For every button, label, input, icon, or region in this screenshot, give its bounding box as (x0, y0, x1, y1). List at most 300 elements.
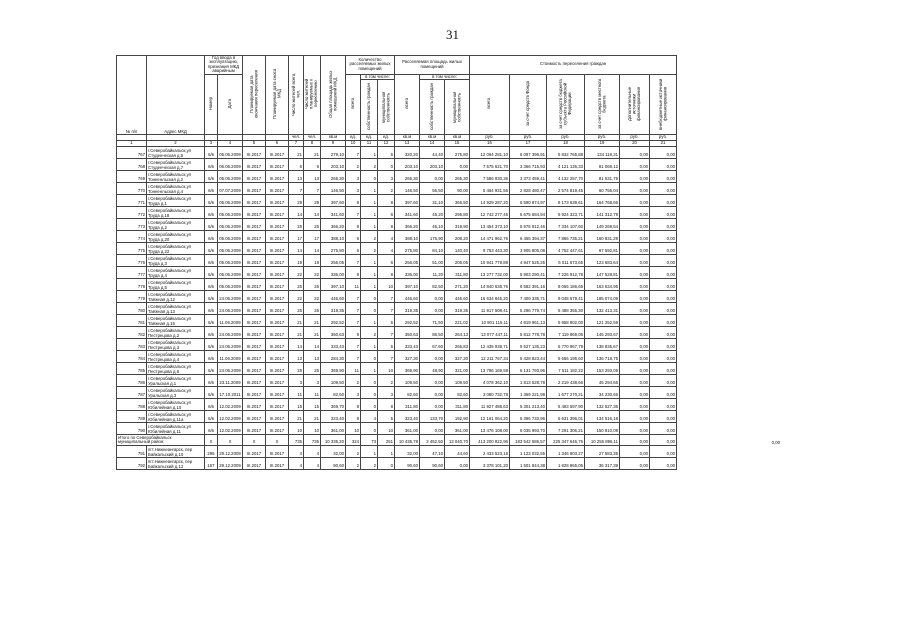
unit-cell: кв.м (445, 135, 470, 141)
table-cell: 2 (361, 458, 378, 470)
address-cell: г.Северобайкальск,ул Юбилейная д.10 (147, 399, 205, 411)
table-cell: 11 917 508,41 (470, 303, 510, 315)
column-index-cell: 7 (289, 141, 304, 147)
table-cell: 6 (378, 147, 395, 159)
address-cell: г.Северобайкальск,ул Труда д.1 (147, 195, 205, 207)
subtotal-cell: X (218, 435, 243, 446)
table-cell: 0,00 (620, 351, 650, 363)
table-cell: 3 080 732,78 (470, 387, 510, 399)
table-cell: 12 211 767,34 (470, 351, 510, 363)
table-cell: 29 (304, 195, 321, 207)
address-cell: г.Северобайкальск,ул Труда д.2 (147, 219, 205, 231)
table-cell: III.2017 (243, 387, 266, 399)
table-cell: 7 (304, 183, 321, 195)
unit-cell: руб. (470, 135, 510, 141)
table-cell: 7 291 306,21 (547, 423, 585, 435)
table-cell: 0,00 (650, 399, 677, 411)
table-cell: 1 677 270,21 (547, 387, 585, 399)
table-cell: 24.06.2009 (218, 303, 243, 315)
table-cell: III.2017 (243, 171, 266, 183)
subtotal-cell: X (205, 435, 218, 446)
table-cell: 10 (346, 423, 361, 435)
table-cell: 366,20 (395, 219, 420, 231)
address-cell: г.Северобайкальск,ул Студенческая д.5 (147, 147, 205, 159)
address-cell: г.Северобайкальск,ул Труда д.22 (147, 243, 205, 255)
table-cell: 1 (361, 446, 378, 458)
table-cell: 7 226 912,78 (547, 267, 585, 279)
table-cell: 109,50 (321, 375, 346, 387)
table-cell: 3 (289, 375, 304, 387)
table-row (117, 243, 782, 255)
table-cell: 0,00 (620, 423, 650, 435)
table-cell: 6/в (205, 303, 218, 315)
table-cell: 84,10 (420, 243, 445, 255)
resettlement-registry-table (116, 55, 782, 470)
table-cell: 203,10 (321, 159, 346, 171)
column-index-cell: 9 (321, 141, 346, 147)
table-cell: 0 (361, 351, 378, 363)
table-cell: 13 (304, 171, 321, 183)
table-cell: 9 (346, 267, 361, 279)
table-cell: 767 (117, 147, 147, 159)
table-row (117, 315, 782, 327)
table-cell: 7 (346, 291, 361, 303)
table-row (117, 375, 782, 387)
table-cell: 6 (289, 159, 304, 171)
table-cell: III.2017 (266, 195, 289, 207)
subtotal-cell: 183 542 586,57 (510, 435, 547, 446)
table-cell: 31,10 (420, 195, 445, 207)
table-cell: 0 (361, 303, 378, 315)
table-cell: 5 (378, 411, 395, 423)
table-cell: 350,63 (321, 327, 346, 339)
table-cell: 6 493 597,90 (547, 399, 585, 411)
table-cell: 0 (361, 375, 378, 387)
table-cell: 14 (304, 339, 321, 351)
table-cell: 29 (289, 195, 304, 207)
subtotal-label: Итого по Северобайкальск муниципальный район: (117, 435, 205, 446)
table-cell: 16 634 846,20 (470, 291, 510, 303)
unit-cell: чел. (289, 135, 304, 141)
table-row (117, 303, 782, 315)
table-cell: 6/в (205, 363, 218, 375)
table-cell: 05.06.2009 (218, 255, 243, 267)
unit-cell: ед. (361, 135, 378, 141)
table-cell: 0,00 (620, 375, 650, 387)
table-cell: 0,00 (620, 315, 650, 327)
table-cell: 2 (346, 458, 361, 470)
table-cell: 9 048 679,41 (547, 291, 585, 303)
table-cell: 8 065 186,65 (547, 279, 585, 291)
unit-cell: ед. (378, 135, 395, 141)
table-cell: 6/в (205, 195, 218, 207)
table-cell: 82,60 (445, 387, 470, 399)
table-cell: 3 905 805,08 (510, 243, 547, 255)
table-cell: 9 (346, 411, 361, 423)
table-cell: 336,00 (395, 267, 420, 279)
table-cell: 788 (117, 399, 147, 411)
table-cell: 2 (361, 231, 378, 243)
table-cell: 138 835,67 (585, 339, 620, 351)
table-cell: 341,60 (321, 207, 346, 219)
table-cell: 333,43 (395, 339, 420, 351)
table-cell: 208,20 (445, 231, 470, 243)
header-rooms-total: всего (346, 74, 361, 135)
address-cell: г.Северобайкальск,ул Труда д.18 (147, 207, 205, 219)
table-cell: 6 035 993,70 (510, 423, 547, 435)
table-cell: III.2017 (266, 375, 289, 387)
table-cell: III.2017 (266, 147, 289, 159)
table-cell: 192,90 (445, 411, 470, 423)
table-cell: 25 (304, 279, 321, 291)
table-cell: 13 277 732,00 (470, 267, 510, 279)
table-cell: III.2017 (266, 183, 289, 195)
table-row (117, 423, 782, 435)
table-cell: 6 (378, 315, 395, 327)
table-cell: 0,00 (650, 303, 677, 315)
table-cell: 19 (304, 255, 321, 267)
table-cell: 6 (346, 243, 361, 255)
table-cell: 0,00 (620, 327, 650, 339)
column-index-cell: 19 (585, 141, 620, 147)
subtotal-cell: 10 435,78 (395, 435, 420, 446)
table-cell: III.2017 (243, 231, 266, 243)
table-cell: 0,00 (445, 458, 470, 470)
header-total-area: Общая площадь жилых помещений МКД (321, 56, 346, 135)
table-cell: 4 (361, 411, 378, 423)
header-row-2 (117, 74, 782, 80)
table-cell: 6/в (205, 267, 218, 279)
table-cell: 07.07.2009 (218, 183, 243, 195)
header-cost-extra: Дополнительные источники финансирования (620, 74, 650, 135)
table-cell: III.2017 (243, 255, 266, 267)
table-cell: 17.10.2011 (218, 387, 243, 399)
table-cell: 4 819 961,13 (510, 315, 547, 327)
table-cell: 24.06.2009 (218, 291, 243, 303)
subtotal-cell: 2 452,50 (420, 435, 445, 446)
header-area-private: собственность граждан (420, 80, 445, 135)
table-cell: 47,10 (420, 446, 445, 458)
table-cell: 0,00 (620, 183, 650, 195)
table-cell: 0,00 (650, 411, 677, 423)
table-cell: 388,10 (321, 231, 346, 243)
table-cell: 8 (378, 399, 395, 411)
table-cell: III.2017 (266, 458, 289, 470)
table-cell: 772 (117, 207, 147, 219)
table-cell: 770 (117, 183, 147, 195)
table-cell: 12 435 938,71 (470, 339, 510, 351)
table-cell: 0 (361, 423, 378, 435)
table-cell: 0 (361, 171, 378, 183)
unit-cell: кв.м (420, 135, 445, 141)
table-cell: 369,70 (321, 399, 346, 411)
table-cell: 3 (378, 387, 395, 399)
table-cell: 21 (304, 147, 321, 159)
table-cell: III.2017 (266, 279, 289, 291)
table-cell: 6/в (205, 219, 218, 231)
table-cell: 2 (361, 327, 378, 339)
header-rooms-group: Количество расселяемых жилых помещений (346, 56, 395, 75)
table-cell: 13 796 169,58 (470, 363, 510, 375)
table-cell: 5 832 765,88 (547, 147, 585, 159)
table-cell: 140,40 (445, 243, 470, 255)
table-cell: 24.06.2009 (218, 363, 243, 375)
table-cell: 0,00 (650, 423, 677, 435)
table-cell: 311,80 (445, 267, 470, 279)
table-cell: 45 294,66 (585, 375, 620, 387)
table-cell: III.2017 (266, 446, 289, 458)
table-cell: 185 074,09 (585, 291, 620, 303)
table-cell: 0,00 (420, 291, 445, 303)
table-cell: 336,00 (321, 267, 346, 279)
table-cell: 6 (378, 255, 395, 267)
table-cell: 203,10 (395, 159, 420, 171)
table-cell: 21 (289, 411, 304, 423)
table-cell: 341,60 (395, 207, 420, 219)
table-row (117, 446, 782, 458)
table-cell: 7 (378, 351, 395, 363)
table-cell: III.2017 (266, 363, 289, 375)
table-row (117, 399, 782, 411)
address-cell: г.Северобайкальск,ул Пестрецова д.6 (147, 363, 205, 375)
table-cell: 2 (361, 159, 378, 171)
column-index-cell: 2 (147, 141, 205, 147)
table-cell: 7 (346, 303, 361, 315)
table-cell: 279,10 (321, 147, 346, 159)
table-cell: 81 069,12 (585, 159, 620, 171)
table-cell: III.2017 (266, 207, 289, 219)
table-cell: 786 (117, 375, 147, 387)
table-cell: 71,50 (420, 315, 445, 327)
table-cell: 2 828 480,47 (510, 183, 547, 195)
table-cell: III.2017 (243, 363, 266, 375)
table-cell: 0 (378, 458, 395, 470)
table-cell: 295,80 (445, 207, 470, 219)
table-cell: 0,00 (620, 458, 650, 470)
unit-cell: руб. (620, 135, 650, 141)
subtotal-cell: 0,00 (620, 435, 650, 446)
table-cell: 6 455 394,37 (510, 231, 547, 243)
subtotal-cell: 413 200 822,96 (470, 435, 510, 446)
table-cell: 21 (289, 315, 304, 327)
page-number: 31 (446, 27, 459, 42)
table-cell: 136 718,75 (585, 351, 620, 363)
column-index-cell: 14 (420, 141, 445, 147)
table-cell: 8 (378, 267, 395, 279)
table-cell: 05.06.2009 (218, 195, 243, 207)
table-cell: 7 (378, 327, 395, 339)
column-index-cell: 16 (470, 141, 510, 147)
table-cell: 10 (304, 423, 321, 435)
table-cell: 0,00 (650, 255, 677, 267)
table-cell: 3 373 459,41 (510, 171, 547, 183)
table-cell: 19 (289, 255, 304, 267)
table-cell: 0,00 (620, 267, 650, 279)
table-cell: 82,60 (321, 387, 346, 399)
table-cell: 32,00 (321, 446, 346, 458)
column-index-cell: 1 (117, 141, 147, 147)
table-cell: III.2017 (243, 423, 266, 435)
table-cell: 17 (289, 231, 304, 243)
table-cell: 17 (304, 231, 321, 243)
table-cell: 6/в (205, 411, 218, 423)
table-cell: III.2017 (243, 159, 266, 171)
unit-cell: руб. (650, 135, 677, 141)
table-cell: 0,00 (650, 458, 677, 470)
table-cell: 7 575 621,70 (470, 159, 510, 171)
table-cell: 0,00 (620, 171, 650, 183)
table-cell: III.2017 (266, 327, 289, 339)
table-cell: 10 (378, 423, 395, 435)
table-cell: 265,83 (445, 339, 470, 351)
header-index: № п/п (117, 56, 147, 135)
table-cell: 164 768,66 (585, 195, 620, 207)
column-index-cell: 17 (510, 141, 547, 147)
table-cell: III.2017 (266, 243, 289, 255)
table-cell: 4 (304, 446, 321, 458)
table-cell: 05.06.2009 (218, 207, 243, 219)
subtotal-cell: 251 (378, 435, 395, 446)
table-cell: 0,00 (620, 243, 650, 255)
table-cell: 1 828 965,05 (547, 458, 585, 470)
table-cell: 90,60 (420, 458, 445, 470)
table-cell: 1 (378, 446, 395, 458)
table-cell: 6/в (205, 375, 218, 387)
table-cell: 7 409 335,71 (510, 291, 547, 303)
table-cell: 0,00 (620, 219, 650, 231)
table-cell: 24.06.2009 (218, 327, 243, 339)
table-cell: 2 (346, 159, 361, 171)
table-cell: 3 (304, 375, 321, 387)
unit-cell: руб. (510, 135, 547, 141)
table-cell: 446,60 (445, 291, 470, 303)
table-cell: 369,90 (321, 363, 346, 375)
subtotal-cell: 10 335,20 (321, 435, 346, 446)
table-cell: 146,50 (395, 183, 420, 195)
header-commissioning-number: Номер (205, 74, 218, 135)
table-cell: 1 (361, 315, 378, 327)
column-index-cell: 12 (378, 141, 395, 147)
table-cell: 779 (117, 291, 147, 303)
table-row (117, 339, 782, 351)
table-cell: 0,00 (650, 243, 677, 255)
table-cell: 319,35 (445, 303, 470, 315)
table-cell: 6 131 793,96 (510, 363, 547, 375)
table-cell: 0,00 (650, 207, 677, 219)
table-cell: 6 590 874,97 (510, 195, 547, 207)
table-cell: 1 (361, 339, 378, 351)
table-cell: 2 (378, 183, 395, 195)
table-cell: 05.06.2009 (218, 219, 243, 231)
table-cell: 265,30 (395, 171, 420, 183)
table-cell: 14 471 962,76 (470, 231, 510, 243)
table-cell: III.2017 (243, 303, 266, 315)
table-cell: 29.12.2009 (218, 446, 243, 458)
table-cell: 25 (289, 303, 304, 315)
table-cell: 0,00 (620, 291, 650, 303)
table-cell: 7 (346, 207, 361, 219)
table-cell: 327,30 (445, 351, 470, 363)
table-cell: 0,00 (650, 351, 677, 363)
table-cell: 0,00 (420, 423, 445, 435)
table-cell: 05.06.2009 (218, 147, 243, 159)
table-cell: 205,05 (445, 255, 470, 267)
table-cell: 778 (117, 279, 147, 291)
subtotal-extra-cell: 0,00 (771, 439, 780, 445)
table-cell: 0,00 (650, 375, 677, 387)
table-cell: 4 078 362,10 (470, 375, 510, 387)
table-cell: 21 (304, 411, 321, 423)
table-cell: 0,00 (620, 279, 650, 291)
table-cell: 7 (289, 183, 304, 195)
table-cell: 2 (346, 446, 361, 458)
subtotal-row (117, 435, 782, 446)
table-cell: 146,50 (321, 183, 346, 195)
subtotal-cell: 13 040,70 (445, 435, 470, 446)
column-index-cell: 20 (620, 141, 650, 147)
table-cell: 2 (346, 375, 361, 387)
table-cell: 5 296 779,74 (510, 303, 547, 315)
table-cell: 221,02 (445, 315, 470, 327)
table-cell: 0,00 (445, 159, 470, 171)
table-cell: III.2017 (243, 267, 266, 279)
table-cell: 783 (117, 339, 147, 351)
table-cell: 321,00 (445, 363, 470, 375)
table-cell: 05.06.2009 (218, 171, 243, 183)
table-row (117, 147, 782, 159)
table-cell: 163 634,95 (585, 279, 620, 291)
address-cell: г.Северобайкальск,ул Уральская д.1 (147, 375, 205, 387)
table-cell: III.2017 (243, 243, 266, 255)
table-cell: 7 (378, 303, 395, 315)
table-cell: 6 582 391,16 (510, 279, 547, 291)
table-cell: 3 (378, 171, 395, 183)
table-cell: 133,70 (420, 411, 445, 423)
table-cell: 14 929 287,20 (470, 195, 510, 207)
subtotal-cell: 735 (304, 435, 321, 446)
column-index-cell: 3 (205, 141, 218, 147)
table-cell: 0,00 (620, 363, 650, 375)
table-cell: 3 (346, 387, 361, 399)
table-row (117, 219, 782, 231)
table-body (117, 147, 782, 470)
table-cell: 06.06.2009 (218, 159, 243, 171)
table-cell: 0,00 (650, 159, 677, 171)
table-cell: III.2017 (243, 279, 266, 291)
table-cell: 0,00 (620, 231, 650, 243)
table-cell: 7 866 735,21 (547, 231, 585, 243)
table-cell: 25 (304, 219, 321, 231)
table-cell: 0 (361, 291, 378, 303)
address-cell: г.Северобайкальск,ул Тонненльская д.2 (147, 171, 205, 183)
table-cell: 13 (289, 351, 304, 363)
table-cell: 12.02.2009 (218, 399, 243, 411)
table-cell: 6 488 355,30 (547, 303, 585, 315)
table-cell: 271,20 (445, 279, 470, 291)
address-cell: г.Северобайкальск,ул Юбилейная д.11а (147, 411, 205, 423)
table-cell: 1 (361, 279, 378, 291)
table-cell: 157 (205, 458, 218, 470)
table-cell: 32,00 (395, 446, 420, 458)
table-row (117, 231, 782, 243)
header-cost-other: внебюджетные источники финансирования (650, 74, 677, 135)
table-cell: 15 (289, 399, 304, 411)
table-cell: 6 924 323,71 (547, 207, 585, 219)
table-cell: 2 574 819,45 (547, 183, 585, 195)
table-cell: 369,90 (395, 363, 420, 375)
table-cell: III.2017 (266, 411, 289, 423)
table-cell: 44,60 (445, 446, 470, 458)
